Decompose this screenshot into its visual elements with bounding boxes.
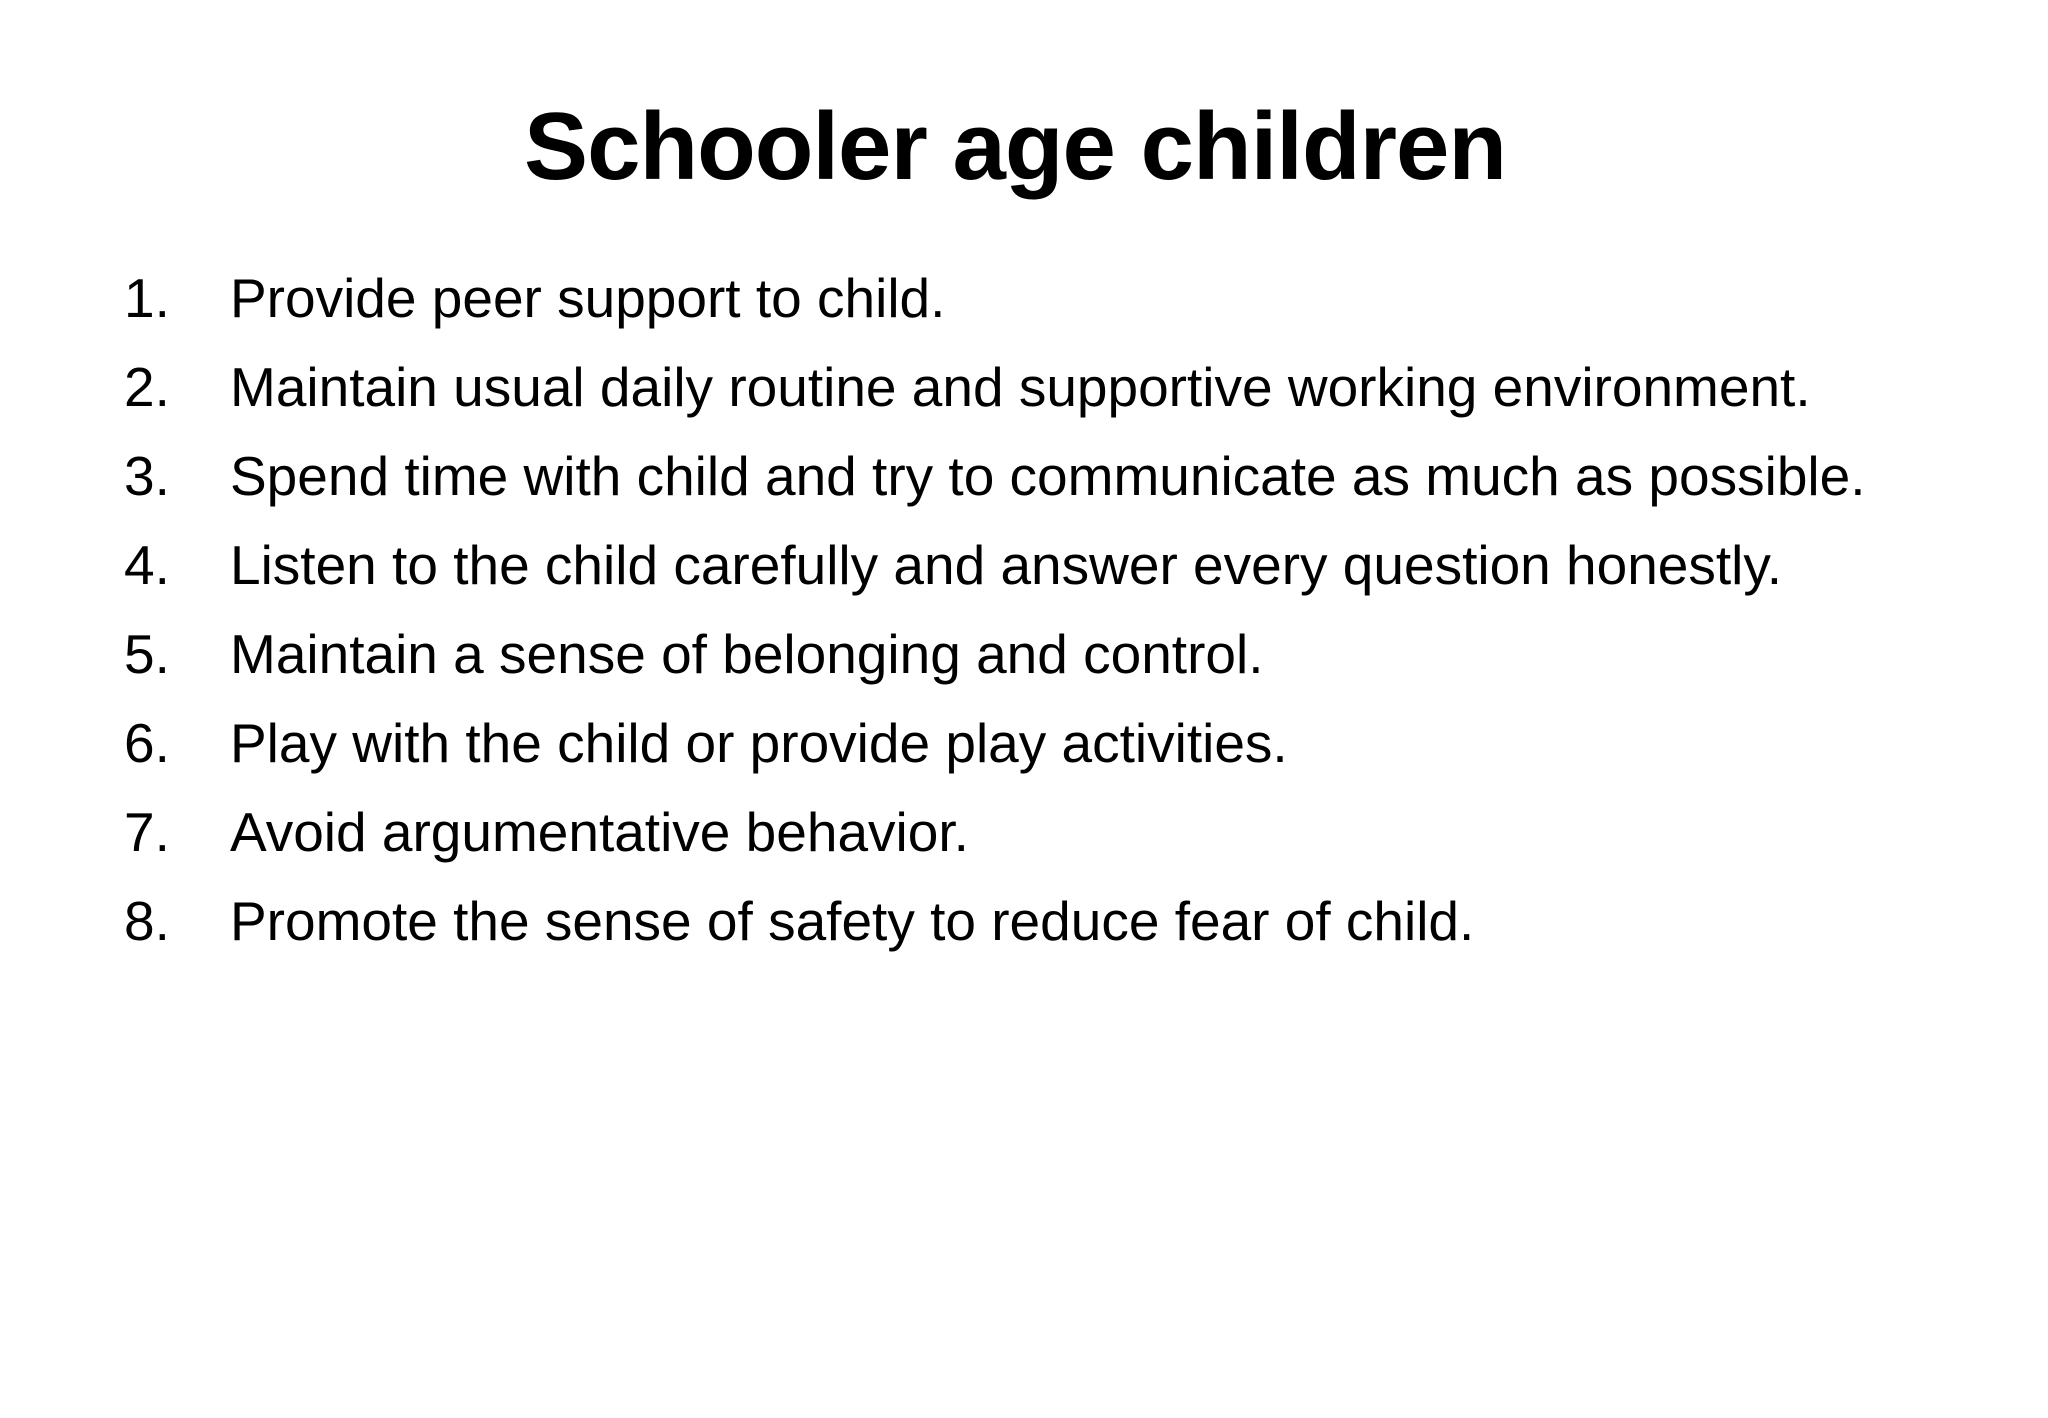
list-item	[124, 521, 2024, 610]
list-item-number: 6.	[124, 712, 170, 774]
list-item-number: 3.	[124, 445, 170, 507]
list-item-number: 5.	[124, 623, 170, 685]
list-item	[124, 877, 2024, 966]
list-item	[124, 343, 2024, 432]
numbered-list	[124, 254, 2024, 966]
list-item	[124, 432, 2024, 521]
list-item-number: 7.	[124, 801, 170, 863]
list-item	[124, 610, 2024, 699]
list-item-text: Maintain a sense of belonging and control.	[230, 623, 1264, 685]
list-item-text: Listen to the child carefully and answer every question honestly.	[230, 534, 1783, 596]
list-item-number: 1.	[124, 267, 170, 329]
list-item-number: 4.	[124, 534, 170, 596]
list-item	[124, 254, 2024, 343]
list-item-text: Maintain usual daily routine and supportive working environment.	[230, 356, 1811, 418]
slide-title: Schooler age children	[524, 93, 1506, 200]
list-item-text: Play with the child or provide play activities.	[230, 712, 1288, 774]
list-item	[124, 699, 2024, 788]
list-item-text: Spend time with child and try to communicate as much as possible.	[230, 445, 1866, 507]
list-item-number: 2.	[124, 356, 170, 418]
list-item-text: Provide peer support to child.	[230, 267, 946, 329]
list-item-text: Promote the sense of safety to reduce fear of child.	[230, 890, 1475, 952]
list-item-text: Avoid argumentative behavior.	[230, 801, 969, 863]
list-item-number: 8.	[124, 890, 170, 952]
list-item	[124, 788, 2024, 877]
